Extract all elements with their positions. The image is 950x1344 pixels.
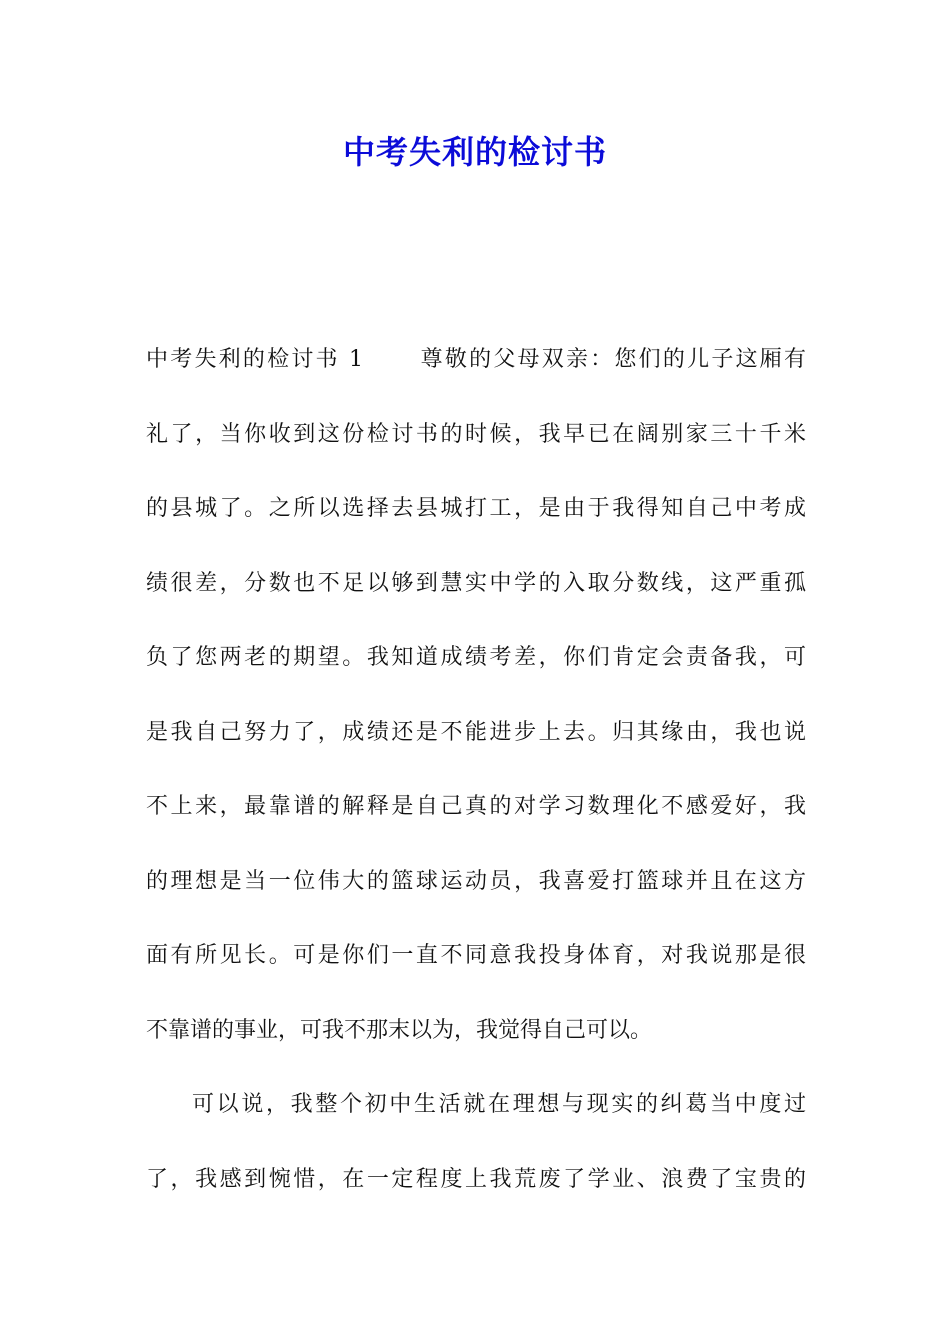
text-line: 面有所见长。可是你们一直不同意我投身体育，对我说那是很 — [146, 943, 806, 968]
text-line: 是我自己努力了，成绩还是不能进步上去。归其缘由，我也说 — [146, 719, 806, 745]
paragraph-2 — [146, 1079, 806, 1228]
text-line: 不上来，最靠谱的解释是自己真的对学习数理化不感爱好，我 — [146, 794, 806, 819]
text-line: 中考失利的检讨书 1 尊敬的父母双亲：您们的儿子这厢有 — [146, 347, 806, 372]
text-line: 的县城了。之所以选择去县城打工，是由于我得知自己中考成 — [146, 496, 806, 521]
text-line: 了，我感到惋惜，在一定程度上我荒废了学业、浪费了宝贵的 — [146, 1166, 806, 1192]
text-line: 礼了，当你收到这份检讨书的时候，我早已在阔别家三十千米 — [146, 421, 806, 447]
text-line: 的理想是当一位伟大的篮球运动员，我喜爱打篮球并且在这方 — [146, 868, 806, 894]
text-line: 不靠谱的事业，可我不那末以为，我觉得自己可以。 — [146, 1017, 653, 1043]
document-title: 中考失利的检讨书 — [342, 133, 607, 171]
text-line: 可以说，我整个初中生活就在理想与现实的纠葛当中度过 — [192, 1092, 806, 1117]
text-line: 负了您两老的期望。我知道成绩考差，你们肯定会责备我，可 — [146, 645, 806, 670]
paragraph-1 — [146, 334, 806, 1079]
text-line: 绩很差，分数也不足以够到慧实中学的入取分数线，这严重孤 — [146, 570, 806, 596]
document-body — [146, 334, 806, 1228]
